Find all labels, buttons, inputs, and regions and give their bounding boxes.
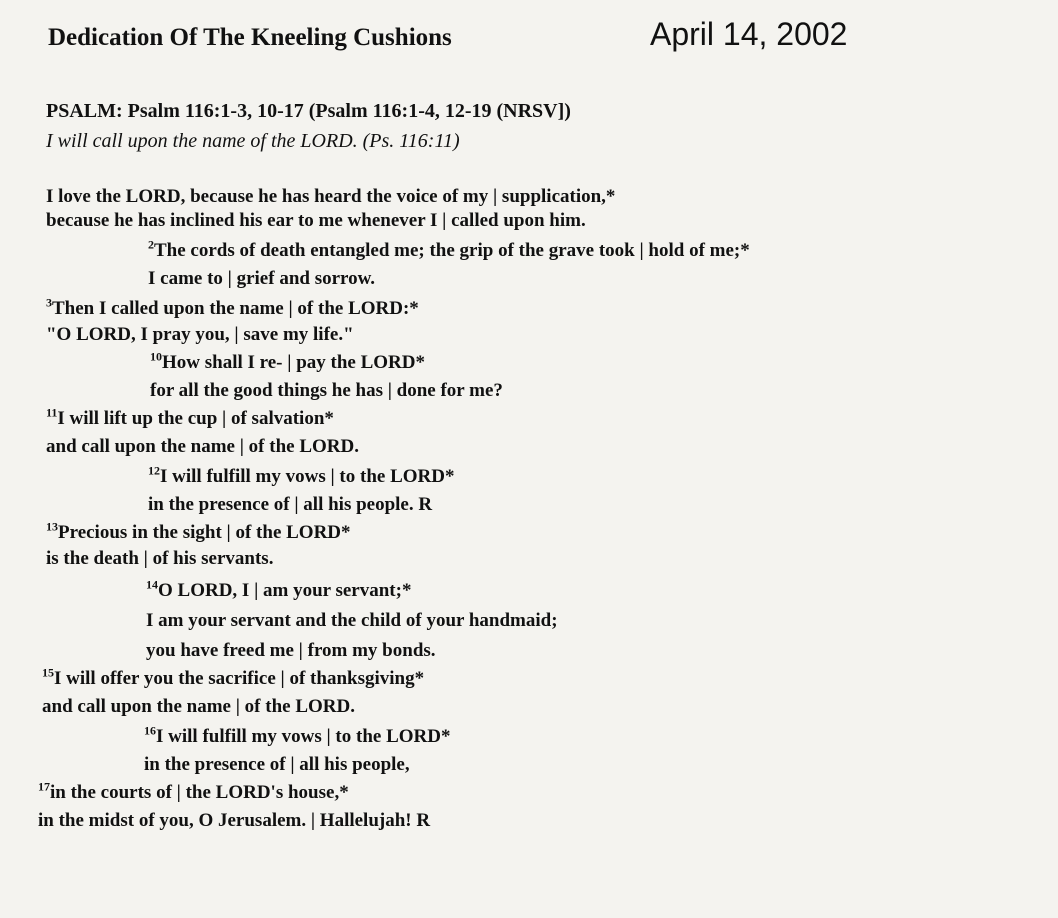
- verse-line: "O LORD, I pray you, | save my life.": [46, 324, 354, 345]
- verse-line: $^2$The cords of death entangled me; the grip of the grave took | hold of me;*: [148, 237, 750, 261]
- verse-line: because he has inclined his ear to me whenever I | called upon him.: [46, 210, 586, 231]
- verse-number: 2: [148, 237, 154, 252]
- verse-number: 17: [38, 779, 50, 794]
- verse-line: for all the good things he has | done for me?: [150, 380, 503, 401]
- verse-line: I came to | grief and sorrow.: [148, 268, 376, 289]
- verse-line: $^3$Then I called upon the name | of the LORD:*: [46, 295, 419, 319]
- verse-line: $^{13}$Precious in the sight | of the LORD*: [46, 519, 351, 543]
- verse-number: 3: [46, 295, 52, 310]
- verse-line: $^{10}$How shall I re- | pay the LORD*: [150, 349, 425, 373]
- verse-line: $^{14}$O LORD, I | am your servant;*: [146, 577, 412, 601]
- verse-line: $^{17}$in the courts of | the LORD's house,*: [38, 779, 349, 803]
- verse-line: and call upon the name | of the LORD.: [42, 696, 355, 717]
- verse-number: 10: [150, 349, 162, 364]
- verse-number: 12: [148, 463, 160, 478]
- verse-number: 11: [46, 405, 58, 420]
- verse-line: is the death | of his servants.: [46, 548, 274, 569]
- verse-line: $^{11}$I will lift up the cup | of salvation*: [46, 405, 334, 429]
- verse-line: $^{16}$I will fulfill my vows | to the LORD*: [144, 723, 451, 747]
- verse-number: 13: [46, 519, 58, 534]
- verse-line: $^{15}$I will offer you the sacrifice | of thanksgiving*: [42, 665, 425, 689]
- psalm-refrain: I will call upon the name of the LORD. (Ps. 116:11): [46, 130, 460, 152]
- psalm-heading: PSALM: Psalm 116:1-3, 10-17 (Psalm 116:1-4, 12-19 (NRSV]): [46, 100, 571, 122]
- verse-number: 14: [146, 577, 158, 592]
- document-title: Dedication Of The Kneeling Cushions: [48, 24, 452, 51]
- document-date: April 14, 2002: [650, 16, 848, 52]
- verse-line: in the midst of you, O Jerusalem. | Hallelujah! R: [38, 810, 431, 831]
- verse-line: $^{12}$I will fulfill my vows | to the LORD*: [148, 463, 455, 487]
- verse-line: I am your servant and the child of your handmaid;: [146, 610, 558, 631]
- verse-number: 16: [144, 723, 156, 738]
- verse-line: I love the LORD, because he has heard the voice of my | supplication,*: [46, 186, 616, 207]
- verse-line: and call upon the name | of the LORD.: [46, 436, 359, 457]
- verse-number: 15: [42, 665, 54, 680]
- verse-line: you have freed me | from my bonds.: [146, 640, 436, 661]
- verse-line: in the presence of | all his people. R: [148, 494, 433, 515]
- verse-line: in the presence of | all his people,: [144, 754, 410, 775]
